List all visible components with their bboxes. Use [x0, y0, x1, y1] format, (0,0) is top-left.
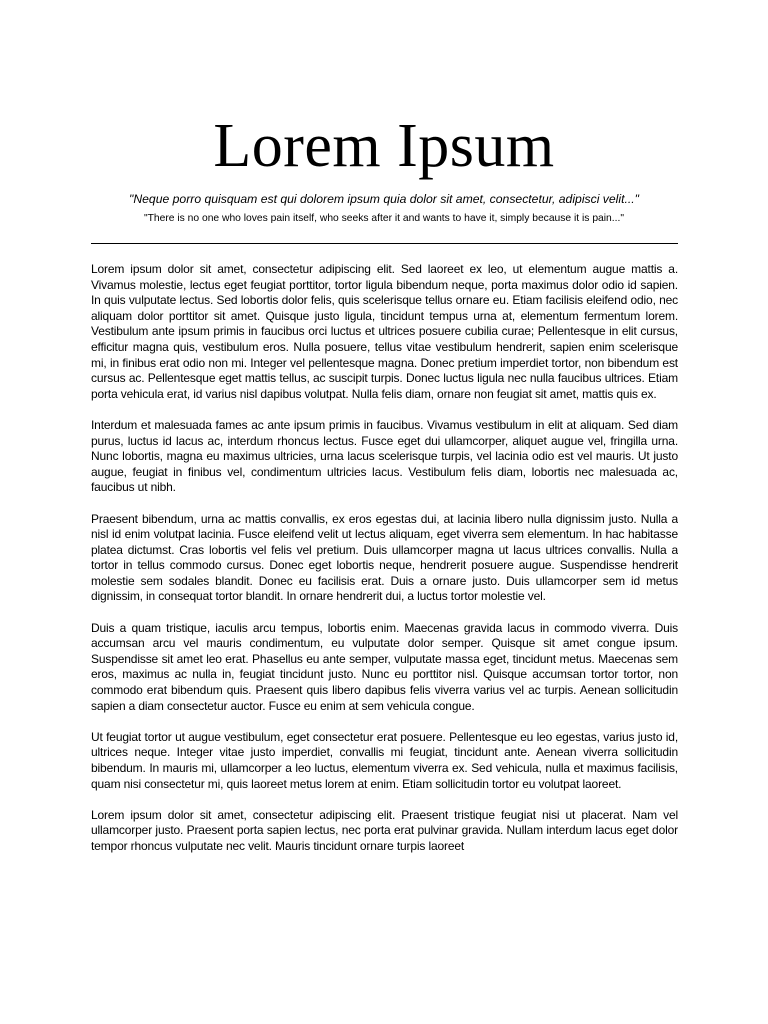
- body-paragraph-2: Interdum et malesuada fames ac ante ipsum primis in faucibus. Vivamus vestibulum in elit at aliquam. Sed diam purus, luctus id lacus ac, interdum rhoncus lectus. Fusce eget dui ullamcorper, aliquet augue vel, fringilla urna. Nunc lobortis, magna eu maximus ultricies, urna lacus scelerisque turpis, vel lacinia odio est vel mauris. Ut justo augue, feugiat in finibus vel, condimentum ultricies lacus. Vestibulum felis diam, lobortis nec malesuada ac, faucibus ut nibh.: [91, 417, 678, 495]
- document-body: [91, 262, 678, 934]
- subquote-line: "There is no one who loves pain itself, who seeks after it and wants to have it, simply because it is pain...": [143, 213, 625, 224]
- body-paragraph-1: Lorem ipsum dolor sit amet, consectetur adipiscing elit. Sed laoreet ex leo, ut elementum augue mattis a. Vivamus molestie, lectus eget feugiat porttitor, tortor ligula bibendum neque, porta maximus dolor odio id sapien. In quis vulputate lectus. Sed lobortis dolor felis, quis scelerisque tellus ornare eu. Etiam facilisis eleifend odio, nec aliquam dolor porttitor sit amet. Quisque justo ligula, tincidunt tempus urna at, elementum fermentum lorem. Vestibulum ante ipsum primis in faucibus orci luctus et ultrices posuere cubilia curae; Pellentesque in elit cursus, efficitur magna quis, vestibulum eros. Nulla posuere, tellus vitae vestibulum hendrerit, sapien enim scelerisque mi, in finibus erat odio non mi. Integer vel pellentesque magna. Donec pretium imperdiet tortor, non bibendum est cursus ac. Pellentesque eget mattis tellus, ac suscipit turpis. Donec luctus ligula nec nulla faucibus ultrices. Etiam porta vehicula erat, id varius nisl dapibus volutpat. Nulla felis diam, ornare non feugiat sit amet, mattis quis ex.: [91, 262, 678, 401]
- horizontal-divider: [91, 243, 678, 244]
- body-paragraph-3: Praesent bibendum, urna ac mattis convallis, ex eros egestas dui, at lacinia libero nulla dignissim justo. Nulla a nisl id enim volutpat lacinia. Fusce eleifend velit ut lectus aliquam, eget viverra sem elementum. In hac habitasse platea dictumst. Cras lobortis vel felis vel pretium. Duis ullamcorper magna ut lacus ultrices convallis. Nulla a tortor in tellus commodo cursus. Donec eget lobortis neque, hendrerit posuere augue. Suspendisse hendrerit molestie sem sodales blandit. Donec eu facilisis erat. Duis a ornare justo. Duis ullamcorper sem id metus dignissim, in consequat tortor blandit. In ornare hendrerit dui, a luctus tortor molestie vel.: [91, 511, 678, 604]
- quote-line: "Neque porro quisquam est qui dolorem ipsum quia dolor sit amet, consectetur, adipisci velit...": [129, 192, 639, 206]
- body-paragraph-6: Lorem ipsum dolor sit amet, consectetur adipiscing elit. Praesent tristique feugiat nisi ut placerat. Nam vel ullamcorper justo. Praesent porta sapien lectus, nec porta erat pulvinar gravida. Nullam interdum lacus eget dolor tempor rhoncus vulputate nec velit. Mauris tincidunt ornare turpis laoreet: [91, 807, 678, 853]
- body-paragraph-4: Duis a quam tristique, iaculis arcu tempus, lobortis enim. Maecenas gravida lacus in commodo viverra. Duis accumsan arcu vel mauris condimentum, eu vulputate dolor semper. Quisque sit amet congue ipsum. Suspendisse sit amet leo erat. Phasellus eu ante semper, vulputate massa eget, tincidunt metus. Maecenas sem eros, maximus ac nulla in, feugiat tincidunt justo. Nunc eu porttitor nisl. Quisque accumsan tortor tortor, non commodo erat bibendum quis. Praesent quis libero dapibus felis viverra varius vel ac turpis. Aenean sollicitudin sapien a diam consectetur auctor. Fusce eu enim at sem vehicula congue.: [91, 620, 678, 713]
- document-title: Lorem Ipsum: [213, 112, 555, 180]
- body-paragraph-5: Ut feugiat tortor ut augue vestibulum, eget consectetur erat posuere. Pellentesque eu leo egestas, varius justo id, ultrices neque. Integer vitae justo imperdiet, convallis mi feugiat, tincidunt ante. Aenean viverra sollicitudin bibendum. In mauris mi, ullamcorper a leo luctus, elementum viverra ex. Sed vehicula, nulla et maximus facilisis, quam nisi consectetur mi, quis laoreet metus lorem at enim. Etiam sollicitudin tortor eu volutpat laoreet.: [91, 729, 678, 791]
